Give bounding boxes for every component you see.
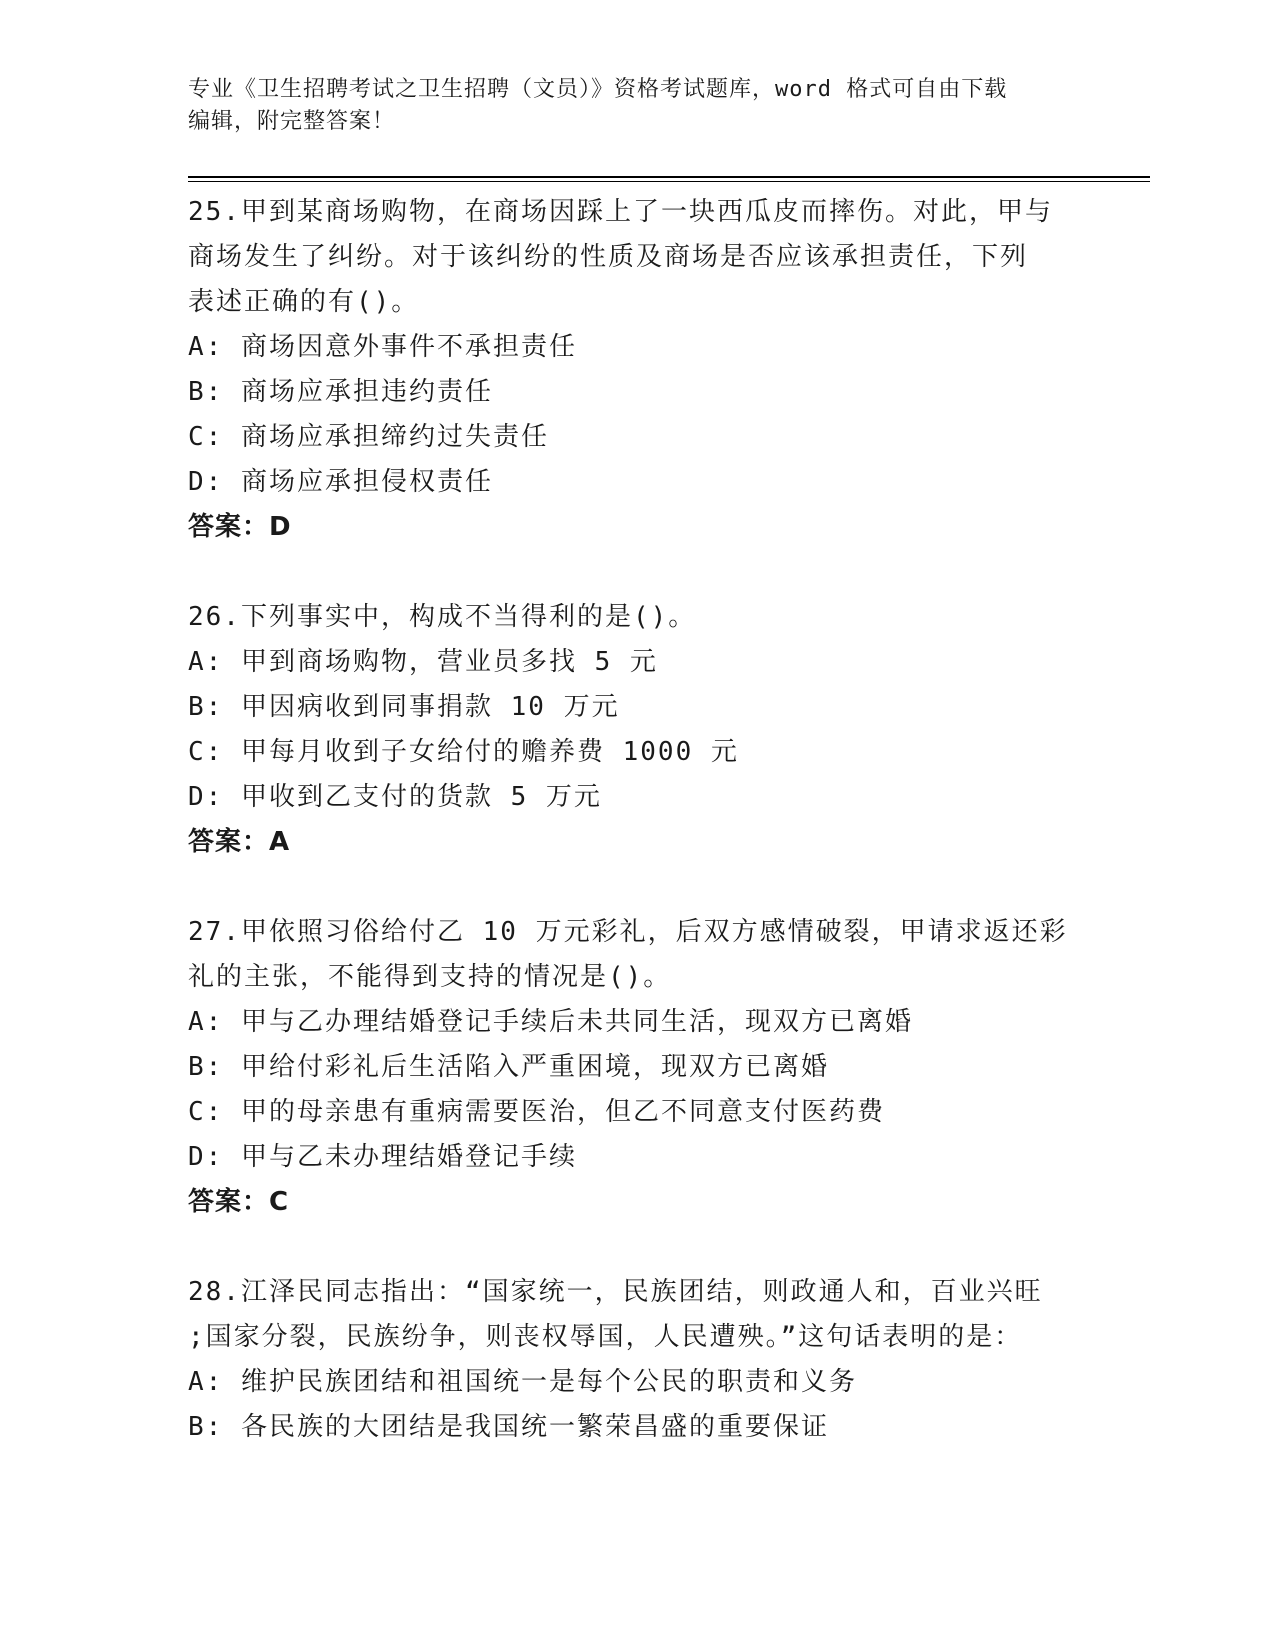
answer-label: 答案：A — [188, 827, 291, 857]
option-b: B: 各民族的大团结是我国统一繁荣昌盛的重要保证 — [188, 1412, 829, 1442]
question-25 — [188, 190, 1088, 550]
question-stem-line: 27.甲依照习俗给付乙 10 万元彩礼，后双方感情破裂，甲请求返还彩 — [188, 917, 1068, 947]
question-stem-line: ;国家分裂，民族纷争，则丧权辱国，人民遭殃。”这句话表明的是： — [188, 1322, 1023, 1352]
option-b: B: 商场应承担违约责任 — [188, 377, 493, 407]
header-divider-thin — [188, 181, 1150, 182]
option-a: A: 维护民族团结和祖国统一是每个公民的职责和义务 — [188, 1367, 857, 1397]
question-27 — [188, 910, 1088, 1225]
option-b: B: 甲给付彩礼后生活陷入严重困境，现双方已离婚 — [188, 1052, 829, 1082]
option-c: C: 甲的母亲患有重病需要医治，但乙不同意支付医药费 — [188, 1097, 885, 1127]
question-list — [188, 190, 1088, 1450]
document-header — [188, 74, 1088, 138]
answer-label: 答案：C — [188, 1187, 290, 1217]
option-a: A: 甲到商场购物，营业员多找 5 元 — [188, 647, 658, 677]
question-stem-line: 28.江泽民同志指出：“国家统一，民族团结，则政通人和，百业兴旺 — [188, 1277, 1043, 1307]
question-stem-line: 礼的主张，不能得到支持的情况是()。 — [188, 962, 672, 992]
option-d: D: 甲与乙未办理结婚登记手续 — [188, 1142, 577, 1172]
answer-label: 答案：D — [188, 512, 292, 542]
option-b: B: 甲因病收到同事捐款 10 万元 — [188, 692, 620, 722]
question-stem-line: 25.甲到某商场购物，在商场因踩上了一块西瓜皮而摔伤。对此，甲与 — [188, 197, 1053, 227]
question-26 — [188, 595, 1088, 865]
option-d: D: 甲收到乙支付的货款 5 万元 — [188, 782, 602, 812]
question-stem-line: 商场发生了纠纷。对于该纠纷的性质及商场是否应该承担责任，下列 — [188, 242, 1029, 272]
option-a: A: 甲与乙办理结婚登记手续后未共同生活，现双方已离婚 — [188, 1007, 913, 1037]
question-stem-line: 表述正确的有()。 — [188, 287, 420, 317]
option-c: C: 甲每月收到子女给付的赡养费 1000 元 — [188, 737, 739, 767]
header-divider-thick — [188, 176, 1150, 178]
option-c: C: 商场应承担缔约过失责任 — [188, 422, 549, 452]
option-a: A: 商场因意外事件不承担责任 — [188, 332, 577, 362]
header-line-2: 编辑，附完整答案！ — [188, 109, 396, 134]
option-d: D: 商场应承担侵权责任 — [188, 467, 493, 497]
question-28 — [188, 1270, 1088, 1450]
question-stem-line: 26.下列事实中，构成不当得利的是()。 — [188, 602, 697, 632]
header-line-1: 专业《卫生招聘考试之卫生招聘（文员）》资格考试题库，word 格式可自由下载 — [188, 77, 1008, 102]
